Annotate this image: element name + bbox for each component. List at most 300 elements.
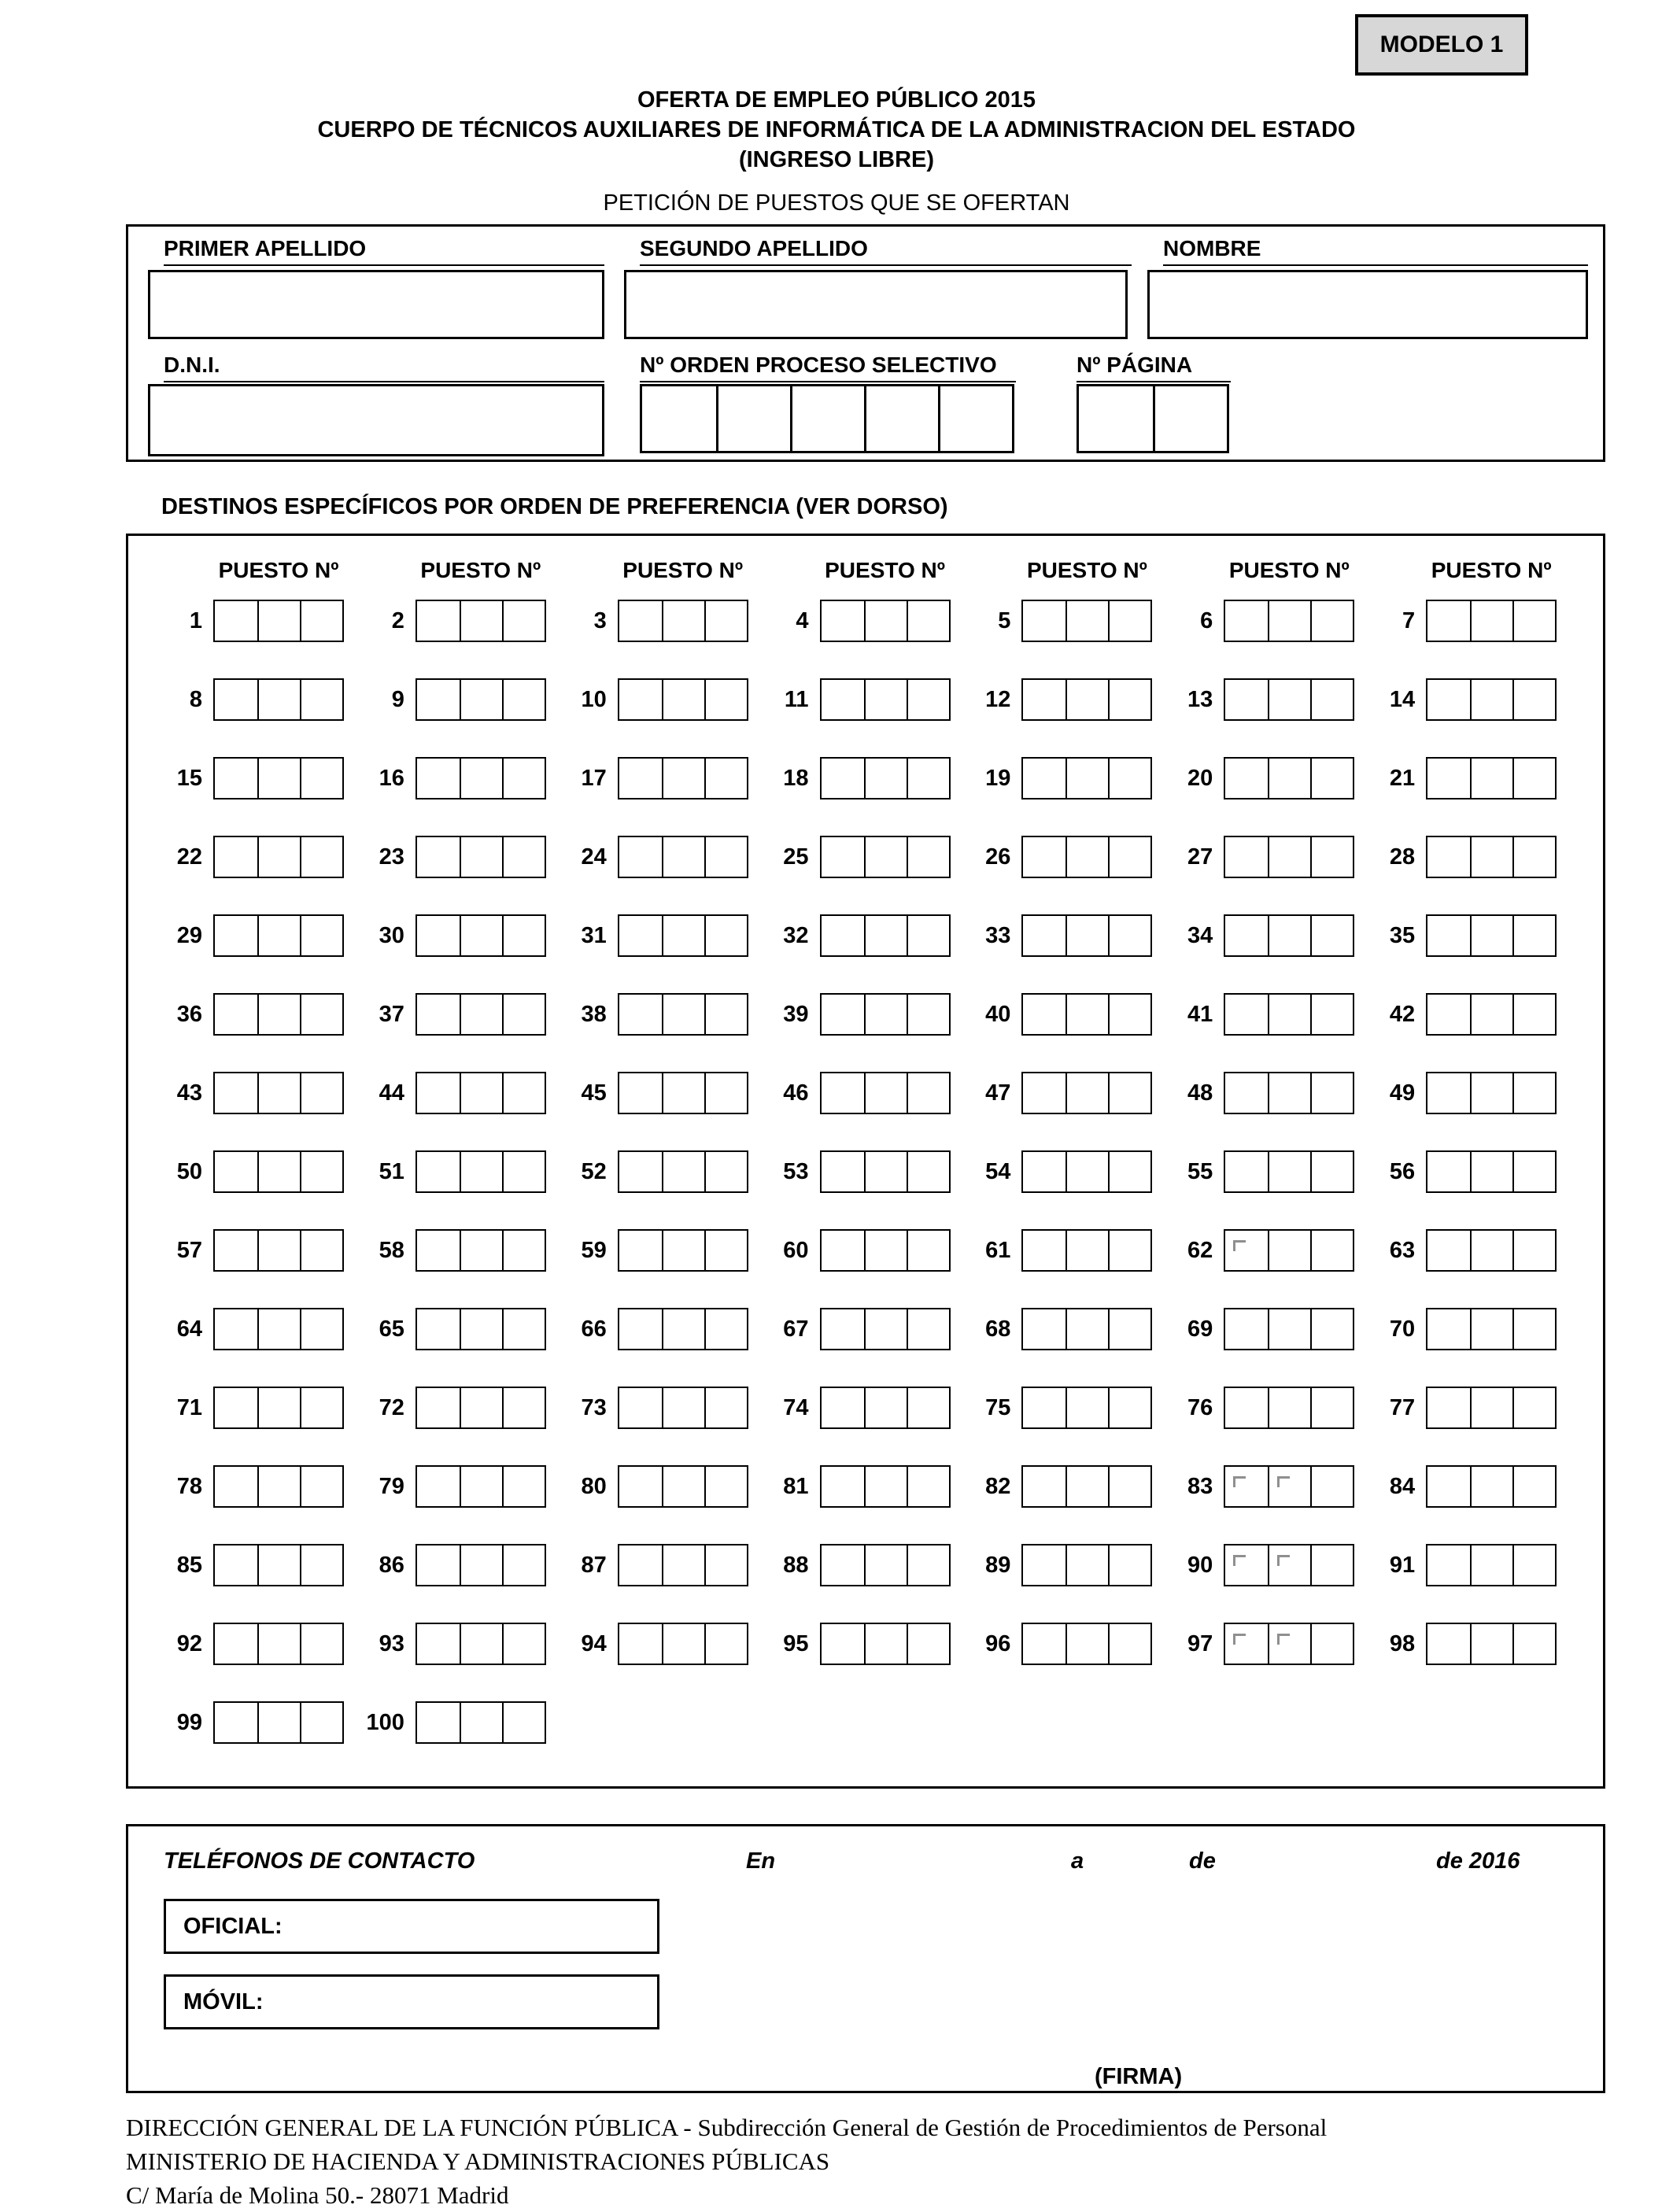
- puesto-cell[interactable]: [1065, 1073, 1108, 1113]
- puesto-cell[interactable]: [417, 1152, 460, 1191]
- puesto-cell[interactable]: [907, 995, 949, 1034]
- puesto-cell[interactable]: [662, 837, 704, 877]
- puesto-cell[interactable]: [1268, 1467, 1310, 1506]
- puesto-cell[interactable]: [257, 1545, 300, 1585]
- puesto-cell[interactable]: [704, 601, 747, 641]
- puesto-cell[interactable]: [662, 1388, 704, 1427]
- puesto-cell[interactable]: [1225, 1073, 1268, 1113]
- puesto-cell[interactable]: [864, 1309, 907, 1349]
- puesto-cell[interactable]: [864, 916, 907, 955]
- puesto-cell[interactable]: [1065, 916, 1108, 955]
- puesto-cell[interactable]: [1427, 1152, 1470, 1191]
- puesto-cell[interactable]: [460, 1152, 502, 1191]
- puesto-cell[interactable]: [822, 916, 864, 955]
- puesto-cell[interactable]: [1268, 680, 1310, 719]
- puesto-cell[interactable]: [215, 1703, 257, 1742]
- puesto-cell[interactable]: [1512, 1624, 1555, 1664]
- puesto-cell[interactable]: [257, 1703, 300, 1742]
- puesto-cell[interactable]: [704, 916, 747, 955]
- puesto-cell[interactable]: [257, 601, 300, 641]
- puesto-cell[interactable]: [1268, 1309, 1310, 1349]
- puesto-cell[interactable]: [502, 1624, 545, 1664]
- puesto-cell[interactable]: [300, 759, 342, 798]
- puesto-cell[interactable]: [619, 1467, 662, 1506]
- puesto-cell[interactable]: [1470, 1152, 1512, 1191]
- puesto-cell[interactable]: [662, 759, 704, 798]
- puesto-cell[interactable]: [1268, 916, 1310, 955]
- puesto-cell[interactable]: [215, 1073, 257, 1113]
- puesto-cell[interactable]: [619, 1073, 662, 1113]
- puesto-cell[interactable]: [822, 1152, 864, 1191]
- puesto-cell[interactable]: [1512, 995, 1555, 1034]
- puesto-cell[interactable]: [1225, 1467, 1268, 1506]
- puesto-cell[interactable]: [502, 1703, 545, 1742]
- puesto-cell[interactable]: [1470, 759, 1512, 798]
- puesto-cell[interactable]: [460, 916, 502, 955]
- puesto-cell[interactable]: [1108, 680, 1150, 719]
- puesto-cell[interactable]: [1310, 995, 1353, 1034]
- puesto-cell[interactable]: [1427, 1309, 1470, 1349]
- puesto-cell[interactable]: [1108, 1309, 1150, 1349]
- puesto-cell[interactable]: [1065, 1152, 1108, 1191]
- puesto-cell[interactable]: [662, 1152, 704, 1191]
- puesto-cell[interactable]: [907, 1073, 949, 1113]
- puesto-cell[interactable]: [1470, 837, 1512, 877]
- puesto-cell[interactable]: [502, 916, 545, 955]
- puesto-cell[interactable]: [502, 759, 545, 798]
- puesto-cell[interactable]: [1065, 1388, 1108, 1427]
- puesto-cell[interactable]: [1310, 1073, 1353, 1113]
- puesto-cell[interactable]: [662, 916, 704, 955]
- puesto-cell[interactable]: [704, 1309, 747, 1349]
- puesto-cell[interactable]: [300, 1545, 342, 1585]
- puesto-cell[interactable]: [215, 680, 257, 719]
- puesto-cell[interactable]: [822, 1624, 864, 1664]
- puesto-cell[interactable]: [1023, 1467, 1065, 1506]
- puesto-cell[interactable]: [1310, 837, 1353, 877]
- puesto-cell[interactable]: [1310, 1467, 1353, 1506]
- puesto-cell[interactable]: [907, 759, 949, 798]
- puesto-cell[interactable]: [1023, 1231, 1065, 1270]
- puesto-cell[interactable]: [1427, 759, 1470, 798]
- puesto-cell[interactable]: [1268, 1231, 1310, 1270]
- puesto-cell[interactable]: [257, 837, 300, 877]
- puesto-cell[interactable]: [215, 1624, 257, 1664]
- puesto-cell[interactable]: [1427, 1545, 1470, 1585]
- puesto-cell[interactable]: [1470, 1388, 1512, 1427]
- puesto-cell[interactable]: [822, 1309, 864, 1349]
- puesto-cell[interactable]: [822, 601, 864, 641]
- puesto-cell[interactable]: [1268, 1152, 1310, 1191]
- puesto-cell[interactable]: [257, 1624, 300, 1664]
- puesto-cell[interactable]: [300, 1309, 342, 1349]
- puesto-cell[interactable]: [257, 680, 300, 719]
- pagina-cell[interactable]: [1153, 386, 1227, 451]
- puesto-cell[interactable]: [907, 1309, 949, 1349]
- puesto-cell[interactable]: [1427, 601, 1470, 641]
- puesto-cell[interactable]: [704, 1624, 747, 1664]
- puesto-cell[interactable]: [1108, 1231, 1150, 1270]
- puesto-cell[interactable]: [502, 837, 545, 877]
- puesto-cell[interactable]: [1512, 1309, 1555, 1349]
- puesto-cell[interactable]: [460, 1231, 502, 1270]
- puesto-cell[interactable]: [257, 1309, 300, 1349]
- puesto-cell[interactable]: [257, 1152, 300, 1191]
- puesto-cell[interactable]: [215, 1309, 257, 1349]
- puesto-cell[interactable]: [460, 1624, 502, 1664]
- puesto-cell[interactable]: [502, 1073, 545, 1113]
- puesto-cell[interactable]: [662, 1231, 704, 1270]
- puesto-cell[interactable]: [1470, 1309, 1512, 1349]
- puesto-cell[interactable]: [1065, 680, 1108, 719]
- puesto-cell[interactable]: [215, 1545, 257, 1585]
- puesto-cell[interactable]: [864, 680, 907, 719]
- puesto-cell[interactable]: [864, 1231, 907, 1270]
- puesto-cell[interactable]: [215, 601, 257, 641]
- puesto-cell[interactable]: [704, 1467, 747, 1506]
- puesto-cell[interactable]: [619, 1309, 662, 1349]
- puesto-cell[interactable]: [257, 995, 300, 1034]
- puesto-cell[interactable]: [1470, 1545, 1512, 1585]
- puesto-cell[interactable]: [619, 680, 662, 719]
- puesto-cell[interactable]: [1310, 1309, 1353, 1349]
- puesto-cell[interactable]: [864, 995, 907, 1034]
- orden-cell[interactable]: [864, 386, 938, 451]
- puesto-cell[interactable]: [1512, 1231, 1555, 1270]
- puesto-cell[interactable]: [215, 1231, 257, 1270]
- puesto-cell[interactable]: [300, 995, 342, 1034]
- puesto-cell[interactable]: [1225, 601, 1268, 641]
- puesto-cell[interactable]: [864, 1073, 907, 1113]
- puesto-cell[interactable]: [1108, 995, 1150, 1034]
- puesto-cell[interactable]: [1512, 1545, 1555, 1585]
- puesto-cell[interactable]: [704, 680, 747, 719]
- puesto-cell[interactable]: [1268, 759, 1310, 798]
- puesto-cell[interactable]: [460, 759, 502, 798]
- puesto-cell[interactable]: [300, 1231, 342, 1270]
- puesto-cell[interactable]: [1023, 680, 1065, 719]
- puesto-cell[interactable]: [619, 1388, 662, 1427]
- puesto-cell[interactable]: [619, 1545, 662, 1585]
- puesto-cell[interactable]: [1427, 1388, 1470, 1427]
- puesto-cell[interactable]: [704, 995, 747, 1034]
- puesto-cell[interactable]: [1310, 1624, 1353, 1664]
- puesto-cell[interactable]: [417, 1388, 460, 1427]
- puesto-cell[interactable]: [662, 995, 704, 1034]
- puesto-cell[interactable]: [1470, 601, 1512, 641]
- puesto-cell[interactable]: [1108, 1152, 1150, 1191]
- puesto-cell[interactable]: [300, 837, 342, 877]
- orden-cell[interactable]: [716, 386, 790, 451]
- puesto-cell[interactable]: [1065, 1231, 1108, 1270]
- puesto-cell[interactable]: [1268, 995, 1310, 1034]
- puesto-cell[interactable]: [460, 1703, 502, 1742]
- puesto-cell[interactable]: [1108, 1624, 1150, 1664]
- puesto-cell[interactable]: [1225, 1152, 1268, 1191]
- puesto-cell[interactable]: [1427, 995, 1470, 1034]
- puesto-cell[interactable]: [215, 837, 257, 877]
- puesto-cell[interactable]: [619, 916, 662, 955]
- puesto-cell[interactable]: [502, 1152, 545, 1191]
- puesto-cell[interactable]: [257, 759, 300, 798]
- puesto-cell[interactable]: [417, 995, 460, 1034]
- puesto-cell[interactable]: [907, 680, 949, 719]
- puesto-cell[interactable]: [1268, 1545, 1310, 1585]
- puesto-cell[interactable]: [864, 601, 907, 641]
- puesto-cell[interactable]: [300, 1624, 342, 1664]
- puesto-cell[interactable]: [417, 916, 460, 955]
- puesto-cell[interactable]: [257, 1073, 300, 1113]
- movil-phone-field[interactable]: [164, 1974, 659, 2029]
- puesto-cell[interactable]: [822, 759, 864, 798]
- puesto-cell[interactable]: [1108, 1545, 1150, 1585]
- puesto-cell[interactable]: [417, 1624, 460, 1664]
- puesto-cell[interactable]: [1065, 1309, 1108, 1349]
- puesto-cell[interactable]: [662, 601, 704, 641]
- puesto-cell[interactable]: [215, 1152, 257, 1191]
- puesto-cell[interactable]: [1310, 601, 1353, 641]
- puesto-cell[interactable]: [704, 1152, 747, 1191]
- puesto-cell[interactable]: [864, 1467, 907, 1506]
- puesto-cell[interactable]: [1065, 1545, 1108, 1585]
- puesto-cell[interactable]: [822, 1545, 864, 1585]
- puesto-cell[interactable]: [704, 1231, 747, 1270]
- puesto-cell[interactable]: [502, 1309, 545, 1349]
- puesto-cell[interactable]: [257, 1388, 300, 1427]
- puesto-cell[interactable]: [864, 837, 907, 877]
- puesto-cell[interactable]: [1512, 1388, 1555, 1427]
- puesto-cell[interactable]: [1427, 680, 1470, 719]
- puesto-cell[interactable]: [215, 916, 257, 955]
- puesto-cell[interactable]: [460, 1073, 502, 1113]
- puesto-cell[interactable]: [502, 601, 545, 641]
- puesto-cell[interactable]: [417, 1231, 460, 1270]
- puesto-cell[interactable]: [300, 916, 342, 955]
- puesto-cell[interactable]: [1225, 759, 1268, 798]
- dni-field[interactable]: [148, 384, 604, 456]
- puesto-cell[interactable]: [1427, 1467, 1470, 1506]
- puesto-cell[interactable]: [460, 1467, 502, 1506]
- nombre-field[interactable]: [1147, 270, 1588, 339]
- puesto-cell[interactable]: [417, 601, 460, 641]
- puesto-cell[interactable]: [460, 995, 502, 1034]
- oficial-phone-field[interactable]: [164, 1899, 659, 1954]
- puesto-cell[interactable]: [1470, 1073, 1512, 1113]
- puesto-cell[interactable]: [1470, 1467, 1512, 1506]
- puesto-cell[interactable]: [704, 1388, 747, 1427]
- puesto-cell[interactable]: [257, 916, 300, 955]
- puesto-cell[interactable]: [417, 1309, 460, 1349]
- puesto-cell[interactable]: [619, 837, 662, 877]
- puesto-cell[interactable]: [502, 1388, 545, 1427]
- puesto-cell[interactable]: [1023, 1624, 1065, 1664]
- puesto-cell[interactable]: [822, 837, 864, 877]
- puesto-cell[interactable]: [1023, 916, 1065, 955]
- puesto-cell[interactable]: [864, 759, 907, 798]
- puesto-cell[interactable]: [704, 1073, 747, 1113]
- puesto-cell[interactable]: [1470, 680, 1512, 719]
- puesto-cell[interactable]: [1512, 916, 1555, 955]
- puesto-cell[interactable]: [1065, 1624, 1108, 1664]
- puesto-cell[interactable]: [1512, 601, 1555, 641]
- primer-apellido-field[interactable]: [148, 270, 604, 339]
- puesto-cell[interactable]: [1023, 1309, 1065, 1349]
- orden-cell[interactable]: [790, 386, 864, 451]
- puesto-cell[interactable]: [619, 1624, 662, 1664]
- puesto-cell[interactable]: [300, 680, 342, 719]
- puesto-cell[interactable]: [1023, 1545, 1065, 1585]
- puesto-cell[interactable]: [662, 680, 704, 719]
- puesto-cell[interactable]: [460, 1388, 502, 1427]
- puesto-cell[interactable]: [822, 1073, 864, 1113]
- puesto-cell[interactable]: [907, 1467, 949, 1506]
- puesto-cell[interactable]: [1310, 916, 1353, 955]
- puesto-cell[interactable]: [1023, 1388, 1065, 1427]
- puesto-cell[interactable]: [417, 1467, 460, 1506]
- puesto-cell[interactable]: [1225, 1231, 1268, 1270]
- puesto-cell[interactable]: [460, 601, 502, 641]
- puesto-cell[interactable]: [460, 837, 502, 877]
- puesto-cell[interactable]: [1065, 995, 1108, 1034]
- puesto-cell[interactable]: [704, 1545, 747, 1585]
- orden-cell[interactable]: [642, 386, 716, 451]
- puesto-cell[interactable]: [1470, 916, 1512, 955]
- puesto-cell[interactable]: [460, 1309, 502, 1349]
- puesto-cell[interactable]: [502, 1231, 545, 1270]
- puesto-cell[interactable]: [1023, 759, 1065, 798]
- puesto-cell[interactable]: [864, 1388, 907, 1427]
- puesto-cell[interactable]: [1310, 759, 1353, 798]
- puesto-cell[interactable]: [1427, 916, 1470, 955]
- puesto-cell[interactable]: [1310, 680, 1353, 719]
- puesto-cell[interactable]: [215, 1388, 257, 1427]
- puesto-cell[interactable]: [1108, 1073, 1150, 1113]
- puesto-cell[interactable]: [1310, 1231, 1353, 1270]
- puesto-cell[interactable]: [662, 1624, 704, 1664]
- puesto-cell[interactable]: [1225, 1545, 1268, 1585]
- puesto-cell[interactable]: [1108, 1388, 1150, 1427]
- puesto-cell[interactable]: [864, 1624, 907, 1664]
- segundo-apellido-field[interactable]: [624, 270, 1128, 339]
- puesto-cell[interactable]: [300, 1152, 342, 1191]
- puesto-cell[interactable]: [502, 680, 545, 719]
- puesto-cell[interactable]: [1512, 680, 1555, 719]
- puesto-cell[interactable]: [1023, 837, 1065, 877]
- puesto-cell[interactable]: [822, 1467, 864, 1506]
- puesto-cell[interactable]: [215, 759, 257, 798]
- puesto-cell[interactable]: [1310, 1545, 1353, 1585]
- puesto-cell[interactable]: [1268, 1073, 1310, 1113]
- puesto-cell[interactable]: [417, 1545, 460, 1585]
- puesto-cell[interactable]: [907, 1545, 949, 1585]
- puesto-cell[interactable]: [1268, 1388, 1310, 1427]
- puesto-cell[interactable]: [1512, 1467, 1555, 1506]
- puesto-cell[interactable]: [1065, 759, 1108, 798]
- puesto-cell[interactable]: [1268, 837, 1310, 877]
- puesto-cell[interactable]: [300, 1467, 342, 1506]
- puesto-cell[interactable]: [1108, 1467, 1150, 1506]
- puesto-cell[interactable]: [619, 1231, 662, 1270]
- puesto-cell[interactable]: [662, 1545, 704, 1585]
- puesto-cell[interactable]: [1427, 1624, 1470, 1664]
- puesto-cell[interactable]: [1512, 759, 1555, 798]
- orden-cell[interactable]: [938, 386, 1012, 451]
- puesto-cell[interactable]: [300, 1703, 342, 1742]
- puesto-cell[interactable]: [257, 1231, 300, 1270]
- puesto-cell[interactable]: [300, 1388, 342, 1427]
- puesto-cell[interactable]: [460, 680, 502, 719]
- puesto-cell[interactable]: [502, 995, 545, 1034]
- puesto-cell[interactable]: [907, 1388, 949, 1427]
- puesto-cell[interactable]: [1023, 1152, 1065, 1191]
- puesto-cell[interactable]: [1268, 1624, 1310, 1664]
- puesto-cell[interactable]: [417, 759, 460, 798]
- puesto-cell[interactable]: [1427, 1231, 1470, 1270]
- puesto-cell[interactable]: [417, 1703, 460, 1742]
- puesto-cell[interactable]: [215, 995, 257, 1034]
- pagina-cell[interactable]: [1079, 386, 1153, 451]
- puesto-cell[interactable]: [1512, 837, 1555, 877]
- puesto-cell[interactable]: [1108, 601, 1150, 641]
- puesto-cell[interactable]: [864, 1152, 907, 1191]
- puesto-cell[interactable]: [1470, 995, 1512, 1034]
- puesto-cell[interactable]: [907, 916, 949, 955]
- puesto-cell[interactable]: [662, 1073, 704, 1113]
- puesto-cell[interactable]: [907, 1624, 949, 1664]
- puesto-cell[interactable]: [1427, 837, 1470, 877]
- puesto-cell[interactable]: [1225, 916, 1268, 955]
- puesto-cell[interactable]: [300, 1073, 342, 1113]
- puesto-cell[interactable]: [1310, 1388, 1353, 1427]
- puesto-cell[interactable]: [662, 1467, 704, 1506]
- puesto-cell[interactable]: [1108, 759, 1150, 798]
- puesto-cell[interactable]: [1023, 1073, 1065, 1113]
- puesto-cell[interactable]: [1225, 1624, 1268, 1664]
- puesto-cell[interactable]: [1310, 1152, 1353, 1191]
- puesto-cell[interactable]: [619, 995, 662, 1034]
- puesto-cell[interactable]: [1065, 601, 1108, 641]
- puesto-cell[interactable]: [1023, 995, 1065, 1034]
- puesto-cell[interactable]: [460, 1545, 502, 1585]
- puesto-cell[interactable]: [1225, 995, 1268, 1034]
- puesto-cell[interactable]: [1427, 1073, 1470, 1113]
- puesto-cell[interactable]: [704, 759, 747, 798]
- puesto-cell[interactable]: [822, 1231, 864, 1270]
- puesto-cell[interactable]: [1225, 680, 1268, 719]
- puesto-cell[interactable]: [1108, 837, 1150, 877]
- puesto-cell[interactable]: [1225, 1388, 1268, 1427]
- puesto-cell[interactable]: [1470, 1231, 1512, 1270]
- puesto-cell[interactable]: [662, 1309, 704, 1349]
- puesto-cell[interactable]: [417, 837, 460, 877]
- puesto-cell[interactable]: [1512, 1152, 1555, 1191]
- puesto-cell[interactable]: [257, 1467, 300, 1506]
- puesto-cell[interactable]: [1023, 601, 1065, 641]
- puesto-cell[interactable]: [907, 601, 949, 641]
- puesto-cell[interactable]: [864, 1545, 907, 1585]
- puesto-cell[interactable]: [502, 1545, 545, 1585]
- puesto-cell[interactable]: [907, 837, 949, 877]
- puesto-cell[interactable]: [1470, 1624, 1512, 1664]
- puesto-cell[interactable]: [215, 1467, 257, 1506]
- puesto-cell[interactable]: [907, 1231, 949, 1270]
- puesto-cell[interactable]: [619, 1152, 662, 1191]
- puesto-cell[interactable]: [907, 1152, 949, 1191]
- puesto-cell[interactable]: [1108, 916, 1150, 955]
- puesto-cell[interactable]: [1225, 1309, 1268, 1349]
- puesto-cell[interactable]: [1268, 601, 1310, 641]
- puesto-cell[interactable]: [1065, 1467, 1108, 1506]
